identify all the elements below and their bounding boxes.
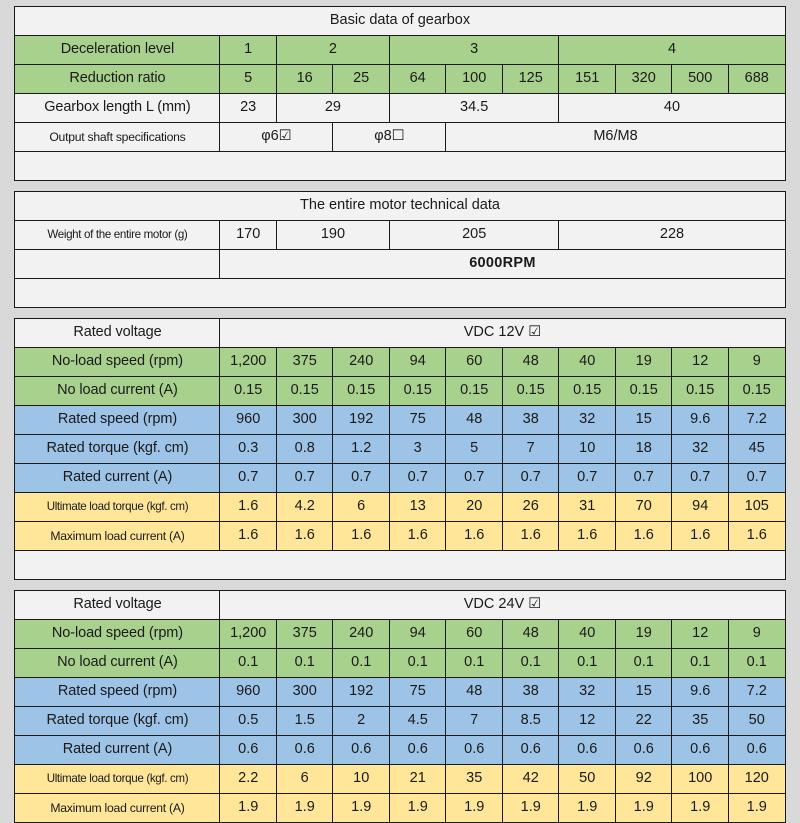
reduction-ratio-row [15,65,785,94]
rated-voltage-12v-row [15,319,785,348]
no-load-speed-12v-value: 375 [276,348,333,377]
reduction-ratio-value: 100 [446,65,503,94]
rated-current-24v-value: 0.6 [615,736,672,765]
no-load-current-12v-value: 0.15 [502,377,559,406]
no-load-speed-12v-label: No-load speed (rpm) [15,348,220,377]
output-shaft-m6m8: M6/M8 [446,123,785,152]
rated-current-24v-value: 0.6 [502,736,559,765]
no-load-current-24v-value: 0.1 [502,649,559,678]
no-load-speed-24v-row [15,620,785,649]
no-load-speed-12v-value: 60 [446,348,503,377]
rpm-note: 6000RPM [220,250,785,279]
ultimate-load-torque-24v-value: 100 [672,765,729,794]
output-shaft-phi6[interactable]: φ6☑ [220,123,333,152]
no-load-current-24v-value: 0.1 [389,649,446,678]
rated-current-12v-value: 0.7 [276,464,333,493]
motor-blank-cell [15,279,785,308]
rated-torque-24v-value: 2 [333,707,390,736]
ultimate-load-torque-12v-value: 6 [333,493,390,522]
rated-torque-12v-row [15,435,785,464]
ultimate-load-torque-24v-label: Ultimate load torque (kgf. cm) [15,765,220,794]
maximum-load-current-12v-row [15,522,785,551]
maximum-load-current-12v-value: 1.6 [672,522,729,551]
maximum-load-current-24v-value: 1.9 [502,794,559,823]
rated-torque-24v-row [15,707,785,736]
rated-speed-24v-value: 9.6 [672,678,729,707]
rated-torque-24v-value: 35 [672,707,729,736]
motor-trailing-blank-row [15,279,785,308]
ultimate-load-torque-24v-value: 42 [502,765,559,794]
rated-current-24v-row [15,736,785,765]
ultimate-load-torque-24v-value: 21 [389,765,446,794]
weight-label: Weight of the entire motor (g) [15,221,220,250]
output-shaft-phi8[interactable]: φ8☐ [333,123,446,152]
rated-speed-12v-row [15,406,785,435]
maximum-load-current-12v-value: 1.6 [389,522,446,551]
rated-torque-12v-value: 3 [389,435,446,464]
maximum-load-current-24v-value: 1.9 [559,794,616,823]
gearbox-length-value: 23 [220,94,277,123]
maximum-load-current-12v-value: 1.6 [333,522,390,551]
rated-speed-12v-value: 75 [389,406,446,435]
maximum-load-current-24v-label: Maximum load current (A) [15,794,220,823]
rated-current-12v-value: 0.7 [446,464,503,493]
no-load-current-12v-value: 0.15 [559,377,616,406]
rated-speed-12v-value: 960 [220,406,277,435]
reduction-ratio-value: 25 [333,65,390,94]
ultimate-load-torque-24v-value: 10 [333,765,390,794]
no-load-current-12v-value: 0.15 [220,377,277,406]
maximum-load-current-24v-value: 1.9 [672,794,729,823]
no-load-speed-24v-value: 40 [559,620,616,649]
ultimate-load-torque-12v-value: 13 [389,493,446,522]
no-load-speed-12v-value: 48 [502,348,559,377]
rated-current-24v-value: 0.6 [333,736,390,765]
ultimate-load-torque-24v-value: 120 [728,765,785,794]
no-load-current-12v-value: 0.15 [615,377,672,406]
rated-speed-12v-value: 15 [615,406,672,435]
no-load-speed-12v-value: 40 [559,348,616,377]
ultimate-load-torque-24v-value: 50 [559,765,616,794]
ultimate-load-torque-24v-value: 92 [615,765,672,794]
deceleration-level-value: 4 [559,36,785,65]
no-load-current-12v-value: 0.15 [333,377,390,406]
spec-sheet [0,6,800,816]
maximum-load-current-12v-value: 1.6 [220,522,277,551]
no-load-speed-12v-value: 94 [389,348,446,377]
gearbox-length-label: Gearbox length L (mm) [15,94,220,123]
ultimate-load-torque-12v-value: 26 [502,493,559,522]
rated-torque-12v-value: 32 [672,435,729,464]
no-load-speed-24v-value: 240 [333,620,390,649]
maximum-load-current-24v-value: 1.9 [446,794,503,823]
rated-current-12v-value: 0.7 [615,464,672,493]
rated-torque-24v-value: 1.5 [276,707,333,736]
motor-title-row [15,192,785,221]
rated-current-12v-row [15,464,785,493]
weight-value: 190 [276,221,389,250]
rated-current-12v-value: 0.7 [502,464,559,493]
deceleration-level-value: 3 [389,36,559,65]
rated-speed-24v-row [15,678,785,707]
no-load-speed-24v-value: 60 [446,620,503,649]
rated-torque-24v-value: 0.5 [220,707,277,736]
rated-torque-12v-value: 0.8 [276,435,333,464]
rated-current-24v-value: 0.6 [389,736,446,765]
rated-voltage-24v-label: Rated voltage [15,591,220,620]
gearbox-body [15,7,785,181]
weight-row [15,221,785,250]
no-load-speed-24v-value: 94 [389,620,446,649]
rated-torque-12v-value: 0.3 [220,435,277,464]
weight-value: 170 [220,221,277,250]
no-load-current-24v-value: 0.1 [559,649,616,678]
gearbox-length-value: 40 [559,94,785,123]
rated-voltage-12v-label: Rated voltage [15,319,220,348]
no-load-current-12v-value: 0.15 [672,377,729,406]
no-load-speed-12v-value: 9 [728,348,785,377]
rated-speed-24v-value: 960 [220,678,277,707]
motor-table [14,191,785,308]
no-load-current-24v-value: 0.1 [446,649,503,678]
no-load-current-12v-value: 0.15 [728,377,785,406]
rated-current-12v-value: 0.7 [672,464,729,493]
rated-speed-24v-value: 300 [276,678,333,707]
maximum-load-current-24v-value: 1.9 [276,794,333,823]
rated-current-12v-value: 0.7 [728,464,785,493]
gearbox-trailing-blank-row [15,152,785,181]
block-12v-trailing-blank-row [15,551,785,580]
ultimate-load-torque-12v-value: 1.6 [220,493,277,522]
rated-torque-24v-value: 12 [559,707,616,736]
deceleration-level-value: 1 [220,36,277,65]
gearbox-length-row [15,94,785,123]
section-gap-2 [0,308,800,318]
rated-speed-12v-value: 32 [559,406,616,435]
ultimate-load-torque-12v-value: 20 [446,493,503,522]
no-load-current-12v-label: No load current (A) [15,377,220,406]
ultimate-load-torque-12v-value: 70 [615,493,672,522]
no-load-speed-24v-value: 19 [615,620,672,649]
rated-torque-24v-value: 22 [615,707,672,736]
rated-speed-24v-value: 7.2 [728,678,785,707]
ultimate-load-torque-12v-row [15,493,785,522]
rated-torque-24v-value: 8.5 [502,707,559,736]
no-load-current-24v-value: 0.1 [333,649,390,678]
ultimate-load-torque-12v-value: 4.2 [276,493,333,522]
no-load-current-12v-row [15,377,785,406]
ultimate-load-torque-24v-value: 2.2 [220,765,277,794]
rpm-note-empty-label [15,250,220,279]
rated-speed-12v-value: 38 [502,406,559,435]
ultimate-load-torque-12v-value: 105 [728,493,785,522]
maximum-load-current-24v-row [15,794,785,823]
no-load-speed-12v-value: 240 [333,348,390,377]
rated-torque-12v-value: 1.2 [333,435,390,464]
gearbox-title: Basic data of gearbox [15,7,785,36]
no-load-current-24v-value: 0.1 [615,649,672,678]
no-load-speed-24v-value: 9 [728,620,785,649]
reduction-ratio-value: 16 [276,65,333,94]
rated-speed-24v-label: Rated speed (rpm) [15,678,220,707]
no-load-speed-24v-value: 48 [502,620,559,649]
rated-speed-12v-value: 7.2 [728,406,785,435]
no-load-current-24v-label: No load current (A) [15,649,220,678]
ultimate-load-torque-12v-value: 94 [672,493,729,522]
no-load-speed-12v-value: 12 [672,348,729,377]
rated-torque-12v-value: 45 [728,435,785,464]
rated-speed-12v-value: 9.6 [672,406,729,435]
maximum-load-current-24v-value: 1.9 [728,794,785,823]
block-24v-body [15,591,785,823]
deceleration-level-value: 2 [276,36,389,65]
rated-current-24v-value: 0.6 [672,736,729,765]
rated-current-12v-value: 0.7 [333,464,390,493]
rated-current-24v-label: Rated current (A) [15,736,220,765]
gearbox-length-value: 29 [276,94,389,123]
rated-speed-24v-value: 15 [615,678,672,707]
rated-torque-24v-label: Rated torque (kgf. cm) [15,707,220,736]
rated-voltage-24v-row [15,591,785,620]
output-shaft-label: Output shaft specifications [15,123,220,152]
ultimate-load-torque-12v-label: Ultimate load torque (kgf. cm) [15,493,220,522]
reduction-ratio-label: Reduction ratio [15,65,220,94]
rated-torque-12v-value: 5 [446,435,503,464]
reduction-ratio-value: 64 [389,65,446,94]
maximum-load-current-12v-value: 1.6 [559,522,616,551]
maximum-load-current-12v-label: Maximum load current (A) [15,522,220,551]
no-load-current-24v-row [15,649,785,678]
gearbox-length-value: 34.5 [389,94,559,123]
no-load-current-24v-value: 0.1 [220,649,277,678]
rated-current-24v-value: 0.6 [220,736,277,765]
rated-current-12v-value: 0.7 [389,464,446,493]
deceleration-level-row [15,36,785,65]
rated-current-24v-value: 0.6 [559,736,616,765]
reduction-ratio-value: 5 [220,65,277,94]
rated-current-24v-value: 0.6 [276,736,333,765]
rated-speed-24v-value: 48 [446,678,503,707]
no-load-speed-24v-label: No-load speed (rpm) [15,620,220,649]
gearbox-blank-cell [15,152,785,181]
maximum-load-current-12v-value: 1.6 [276,522,333,551]
section-gap-3 [0,580,800,590]
rated-voltage-12v-value[interactable]: VDC 12V ☑ [220,319,785,348]
no-load-current-24v-value: 0.1 [728,649,785,678]
ultimate-load-torque-12v-value: 31 [559,493,616,522]
no-load-current-12v-value: 0.15 [389,377,446,406]
maximum-load-current-12v-value: 1.6 [728,522,785,551]
rated-torque-12v-label: Rated torque (kgf. cm) [15,435,220,464]
block-12v-body [15,319,785,580]
block-24v-table [14,590,785,823]
rated-voltage-24v-value[interactable]: VDC 24V ☑ [220,591,785,620]
weight-value: 228 [559,221,785,250]
gearbox-table [14,6,785,181]
maximum-load-current-12v-value: 1.6 [502,522,559,551]
no-load-speed-24v-value: 375 [276,620,333,649]
maximum-load-current-12v-value: 1.6 [446,522,503,551]
maximum-load-current-24v-value: 1.9 [333,794,390,823]
rated-speed-24v-value: 75 [389,678,446,707]
rated-current-24v-value: 0.6 [446,736,503,765]
rated-speed-12v-value: 192 [333,406,390,435]
rated-current-24v-value: 0.6 [728,736,785,765]
rated-torque-12v-value: 7 [502,435,559,464]
section-gap-1 [0,181,800,191]
no-load-current-24v-value: 0.1 [276,649,333,678]
no-load-speed-12v-row [15,348,785,377]
no-load-current-12v-value: 0.15 [276,377,333,406]
block-12v-table [14,318,785,580]
rated-current-12v-value: 0.7 [220,464,277,493]
maximum-load-current-12v-value: 1.6 [615,522,672,551]
motor-body [15,192,785,308]
rated-speed-24v-value: 192 [333,678,390,707]
weight-value: 205 [389,221,559,250]
ultimate-load-torque-24v-value: 6 [276,765,333,794]
block-12v-blank-cell [15,551,785,580]
rated-speed-24v-value: 32 [559,678,616,707]
motor-title: The entire motor technical data [15,192,785,221]
rated-torque-24v-value: 7 [446,707,503,736]
reduction-ratio-value: 151 [559,65,616,94]
maximum-load-current-24v-value: 1.9 [220,794,277,823]
rated-torque-24v-value: 50 [728,707,785,736]
output-shaft-row [15,123,785,152]
rated-torque-12v-value: 18 [615,435,672,464]
rated-speed-24v-value: 38 [502,678,559,707]
rated-speed-12v-value: 48 [446,406,503,435]
maximum-load-current-24v-value: 1.9 [615,794,672,823]
no-load-current-24v-value: 0.1 [672,649,729,678]
rated-torque-12v-value: 10 [559,435,616,464]
no-load-speed-24v-value: 12 [672,620,729,649]
rated-current-12v-label: Rated current (A) [15,464,220,493]
no-load-speed-12v-value: 19 [615,348,672,377]
no-load-speed-24v-value: 1,200 [220,620,277,649]
no-load-current-12v-value: 0.15 [446,377,503,406]
reduction-ratio-value: 320 [615,65,672,94]
gearbox-title-row [15,7,785,36]
rated-speed-12v-label: Rated speed (rpm) [15,406,220,435]
rated-torque-24v-value: 4.5 [389,707,446,736]
maximum-load-current-24v-value: 1.9 [389,794,446,823]
ultimate-load-torque-24v-row [15,765,785,794]
ultimate-load-torque-24v-value: 35 [446,765,503,794]
no-load-speed-12v-value: 1,200 [220,348,277,377]
reduction-ratio-value: 125 [502,65,559,94]
reduction-ratio-value: 688 [728,65,785,94]
rated-speed-12v-value: 300 [276,406,333,435]
rpm-note-row [15,250,785,279]
reduction-ratio-value: 500 [672,65,729,94]
rated-current-12v-value: 0.7 [559,464,616,493]
deceleration-level-label: Deceleration level [15,36,220,65]
